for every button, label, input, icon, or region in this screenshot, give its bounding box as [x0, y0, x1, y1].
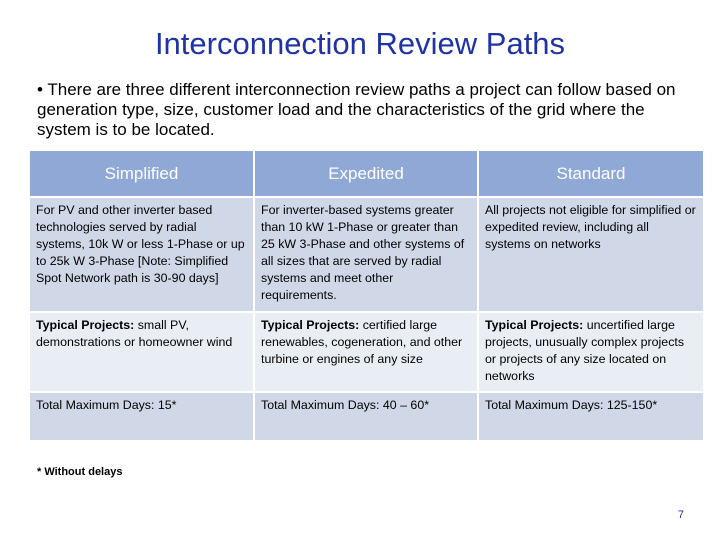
header-standard: Standard — [478, 151, 703, 197]
header-simplified: Simplified — [30, 151, 254, 197]
typical-projects-label: Typical Projects: — [36, 318, 135, 332]
typical-projects-text: uncertified large projects, unusually complex projects or projects of any size located on networks — [485, 318, 685, 383]
typical-projects-label: Typical Projects: — [261, 318, 360, 332]
cell-expedited-max-days: Total Maximum Days: 40 – 60* — [254, 392, 478, 440]
table-header-row — [30, 151, 703, 197]
cell-standard-eligibility: All projects not eligible for simplified or expedited review, including all systems on networks — [478, 197, 703, 312]
typical-projects-text: certified large renewables, cogeneration, and other turbine or engines of any size — [261, 318, 463, 366]
cell-simplified-typical — [30, 312, 254, 392]
cell-simplified-max-days: Total Maximum Days: 15* — [30, 392, 254, 440]
typical-projects-text: small PV, demonstrations or homeowner wind — [36, 318, 233, 349]
review-paths-table — [30, 151, 703, 440]
page-number: 7 — [677, 509, 684, 521]
intro-bullet: • There are three different interconnection review paths a project can follow based on generation type, size, customer load and the characteristics of the grid where the system is to be located. — [37, 80, 676, 139]
table-row-typical-projects — [30, 312, 703, 392]
header-expedited: Expedited — [254, 151, 478, 197]
typical-projects-label: Typical Projects: — [485, 318, 584, 332]
cell-expedited-eligibility: For inverter-based systems greater than 10 kW 1-Phase or greater than 25 kW 3-Phase and other systems of all sizes that are served by radial systems and meet other requirements. — [254, 197, 478, 312]
footnote: * Without delays — [37, 466, 123, 478]
cell-expedited-typical — [254, 312, 478, 392]
cell-standard-max-days: Total Maximum Days: 125-150* — [478, 392, 703, 440]
cell-standard-typical — [478, 312, 703, 392]
slide-title: Interconnection Review Paths — [154, 26, 566, 61]
table-row-eligibility — [30, 197, 703, 312]
table-row-max-days — [30, 392, 703, 440]
cell-simplified-eligibility: For PV and other inverter based technologies served by radial systems, 10k W or less 1-Phase or up to 25k W 3-Phase [Note: Simplified Spot Network path is 30-90 days] — [30, 197, 254, 312]
